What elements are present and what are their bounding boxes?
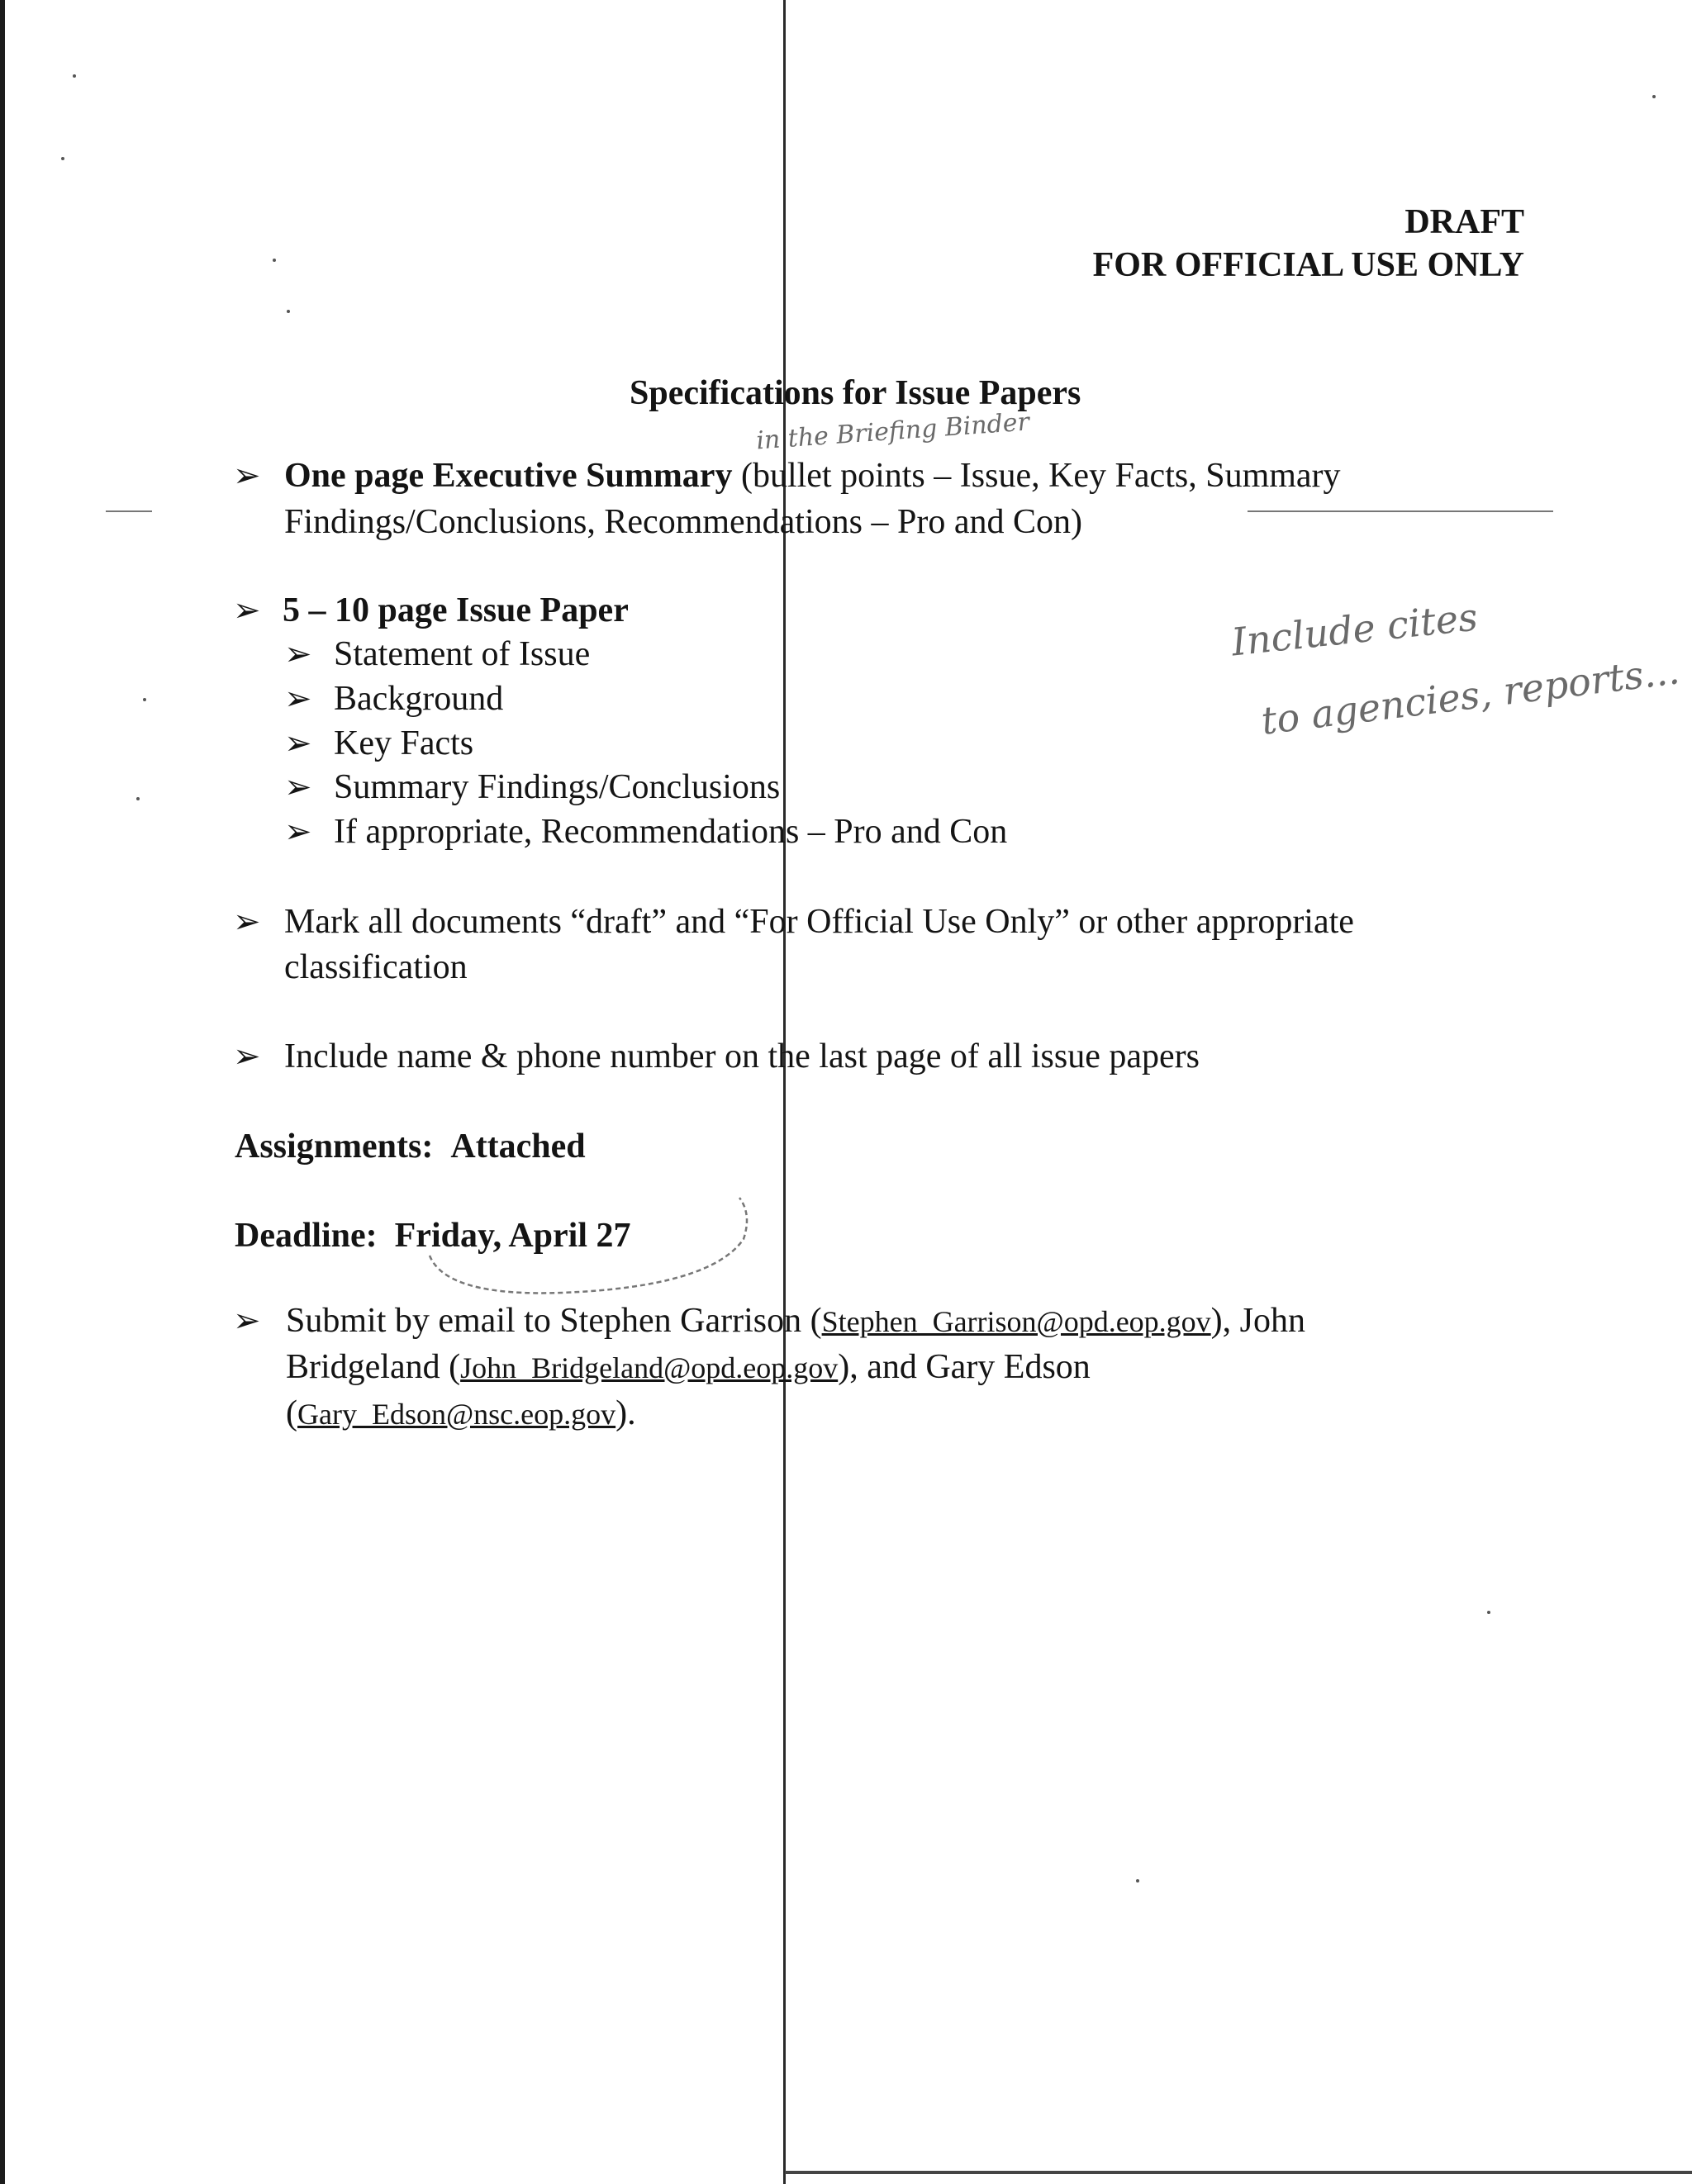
mark-docs-line2: classification (284, 948, 468, 986)
exec-summary-line2: Findings/Conclusions, Recommendations – Pro and Con) (284, 503, 1082, 541)
handwritten-note-side-1: Include cites (1229, 594, 1480, 665)
submit-line2 (286, 1344, 1091, 1391)
subitem-background: Background (334, 680, 504, 718)
subitem-statement-of-issue: Statement of Issue (334, 635, 591, 673)
scan-dash (1248, 510, 1553, 512)
bullet-arrow-icon: ➢ (233, 1037, 261, 1075)
document-header (1093, 201, 1524, 287)
scan-speck (136, 797, 140, 800)
bullet-arrow-icon: ➢ (233, 1302, 261, 1339)
sub-bullet-arrow-icon: ➢ (284, 680, 312, 717)
sub-bullet-arrow-icon: ➢ (284, 768, 312, 805)
scan-speck (1136, 1879, 1139, 1883)
email-link-garrison[interactable]: Stephen_Garrison@opd.eop.gov (821, 1305, 1211, 1338)
exec-summary-heading: One page Executive Summary (284, 457, 733, 495)
sub-bullet-arrow-icon: ➢ (284, 635, 312, 672)
scan-dash (106, 510, 152, 512)
assignments-label: Assignments: (235, 1128, 434, 1166)
fold-line (783, 0, 786, 2184)
subitem-summary-findings: Summary Findings/Conclusions (334, 768, 781, 806)
mark-docs-line1: Mark all documents “draft” and “For Official Use Only” or other appropriate (284, 903, 1354, 941)
bullet-arrow-icon: ➢ (233, 591, 261, 629)
sub-bullet-arrow-icon: ➢ (284, 813, 312, 850)
scan-speck (143, 698, 146, 701)
bullet-arrow-icon: ➢ (233, 457, 261, 494)
deadline-label: Deadline: (235, 1217, 378, 1255)
scan-bottom-edge (785, 2171, 1692, 2174)
include-name-text: Include name & phone number on the last page of all issue papers (284, 1037, 1200, 1075)
handwritten-note-side-2: to agencies, reports... (1258, 648, 1682, 743)
submit-text-4: ), and Gary Edson (838, 1348, 1091, 1386)
exec-summary-rest: (bullet points – Issue, Key Facts, Summary (732, 457, 1341, 495)
submit-text-6: ). (615, 1394, 636, 1432)
scan-left-edge (0, 0, 5, 2184)
scan-speck (61, 157, 64, 160)
subitem-recommendations: If appropriate, Recommendations – Pro and Con (334, 813, 1008, 851)
sub-bullet-arrow-icon: ➢ (284, 724, 312, 762)
assignments-value: Attached (450, 1128, 586, 1166)
issue-paper-heading: 5 – 10 page Issue Paper (283, 591, 629, 629)
handwritten-circle-mark (413, 1189, 760, 1305)
page-title: Specifications for Issue Papers (630, 374, 1081, 412)
submit-text-5: ( (286, 1394, 297, 1432)
submit-line3 (286, 1390, 636, 1437)
scan-speck (273, 259, 276, 262)
assignments-line (235, 1123, 586, 1170)
submit-text-1: Submit by email to Stephen Garrison ( (286, 1302, 822, 1340)
draft-label: DRAFT (1404, 203, 1524, 241)
email-link-edson[interactable]: Gary_Edson@nsc.eop.gov (297, 1398, 616, 1431)
handwritten-note-top: in the Briefing Binder (755, 407, 1031, 456)
submit-text-3: Bridgeland ( (286, 1348, 461, 1386)
scan-speck (1487, 1611, 1490, 1614)
classification-label: FOR OFFICIAL USE ONLY (1092, 246, 1524, 284)
submit-text-2: ), John (1210, 1302, 1306, 1340)
subitem-key-facts: Key Facts (334, 724, 474, 762)
scan-speck (73, 74, 76, 78)
scan-speck (1652, 95, 1656, 98)
exec-summary-line1 (284, 453, 1341, 499)
scan-speck (287, 310, 290, 313)
submit-line1 (286, 1298, 1305, 1345)
deadline-value: Friday, April 27 (394, 1217, 631, 1255)
bullet-arrow-icon: ➢ (233, 903, 261, 940)
email-link-bridgeland[interactable]: John_Bridgeland@opd.eop.gov (460, 1351, 839, 1384)
